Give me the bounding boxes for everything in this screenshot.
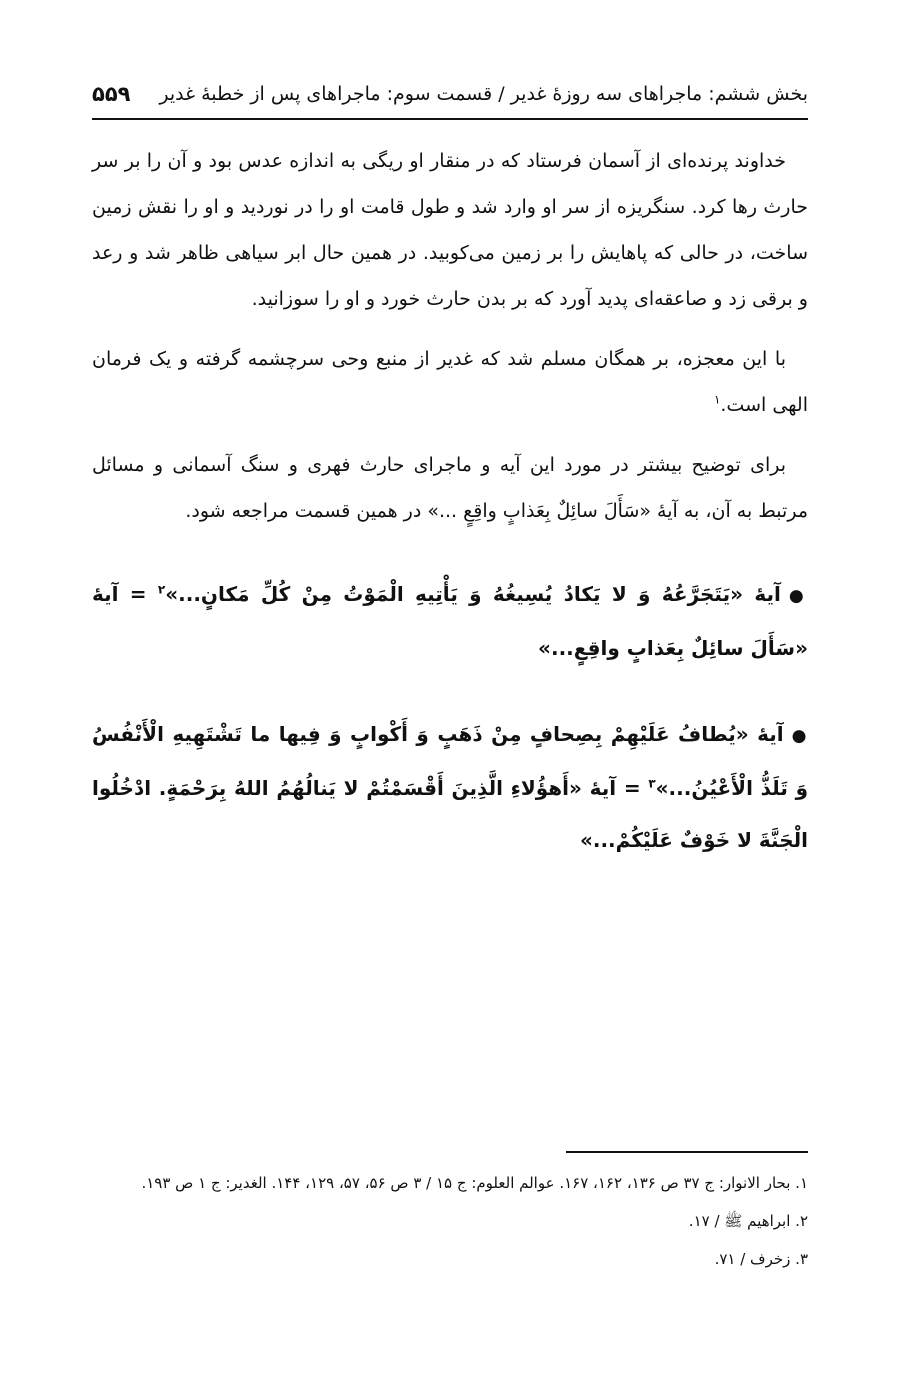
bullet-item-1-verse: آیهٔ «یَتَجَرَّعُهُ وَ لا یَکادُ یُسِیغُهُ وَ یَأْتِیهِ الْمَوْتُ مِنْ کُلِّ مَکانٍ...» bbox=[165, 582, 781, 606]
bullet-item-1-equal-verse: = آیهٔ «سَأَلَ سائِلٌ بِعَذابٍ واقِعٍ...» bbox=[92, 582, 808, 660]
paragraph-story: خداوند پرنده‌ای از آسمان فرستاد که در منقار او ریگی به اندازه عدس بود و آن را بر سر حارث رها کرد. سنگریزه از سر او وارد شد و طول قامت او را در نوردید و او را نقش زمین ساخت، در حالی که پاهایش را بر زمین می‌کوبید. در همین حال ابر سیاهی ظاهر شد و رعد و برقی زد و صاعقه‌ای پدید آورد که بر بدن حارث خورد و او را سوزانید. bbox=[92, 150, 808, 310]
bullet-item-2-verse: آیهٔ «یُطافُ عَلَیْهِمْ بِصِحافٍ مِنْ ذَهَبٍ وَ أَکْوابٍ وَ فِیها ما تَشْتَهِیهِ الْأَنْفُسُ وَ تَلَذُّ الْأَعْیُنُ...» bbox=[92, 722, 808, 800]
footnote-divider bbox=[566, 1151, 808, 1153]
header-title: بخش ششم: ماجراهای سه روزهٔ غدیر / قسمت سوم: ماجراهای پس از خطبهٔ غدیر bbox=[159, 83, 808, 105]
running-header bbox=[92, 74, 808, 114]
footnote-3: ۳. زخرف / ۷۱. bbox=[714, 1250, 808, 1268]
footnote-2: ۲. ابراهیم ﷺ / ۱۷. bbox=[688, 1212, 808, 1230]
header-divider bbox=[92, 118, 808, 120]
paragraph-miracle-text: با این معجزه، بر همگان مسلم شد که غدیر از منبع وحی سرچشمه گرفته و یک فرمان الهی است. bbox=[92, 348, 808, 416]
footnote-ref-1: ۱ bbox=[713, 392, 721, 407]
footnotes bbox=[92, 1164, 808, 1278]
bullet-item-2-equal-verse: = آیهٔ «أَهؤُلاءِ الَّذِینَ أَقْسَمْتُمْ لا یَنالُهُمُ اللهُ بِرَحْمَةٍ. ادْخُلُوا الْجَنَّةَ لا خَوْفٌ عَلَیْکُمْ...» bbox=[92, 776, 808, 852]
footnote-1: ۱. بحار الانوار: ج ۳۷ ص ۱۳۶، ۱۶۲، ۱۶۷. عوالم العلوم: ج ۱۵ / ۳ ص ۵۶، ۵۷، ۱۲۹، ۱۴۴. الغدیر: ج ۱ ص ۱۹۳. bbox=[141, 1174, 808, 1192]
main-text bbox=[92, 138, 808, 866]
bullet-item-2 bbox=[92, 708, 808, 866]
footnote-ref-3: ۳ bbox=[648, 776, 656, 791]
bullet-item-1 bbox=[92, 568, 808, 674]
page-number: ۵۵۹ bbox=[92, 82, 131, 106]
bullet-icon: ● bbox=[788, 586, 809, 606]
footnote-ref-2: ۲ bbox=[157, 582, 166, 597]
paragraph-miracle bbox=[92, 336, 808, 428]
paragraph-reference: برای توضیح بیشتر در مورد این آیه و ماجرای حارث فهری و سنگ آسمانی و مسائل مرتبط به آن، به آیهٔ «سَأَلَ سائِلٌ بِعَذابٍ واقِعٍ ...» در همین قسمت مراجعه شود. bbox=[92, 454, 808, 522]
bullet-icon: ● bbox=[791, 726, 808, 746]
